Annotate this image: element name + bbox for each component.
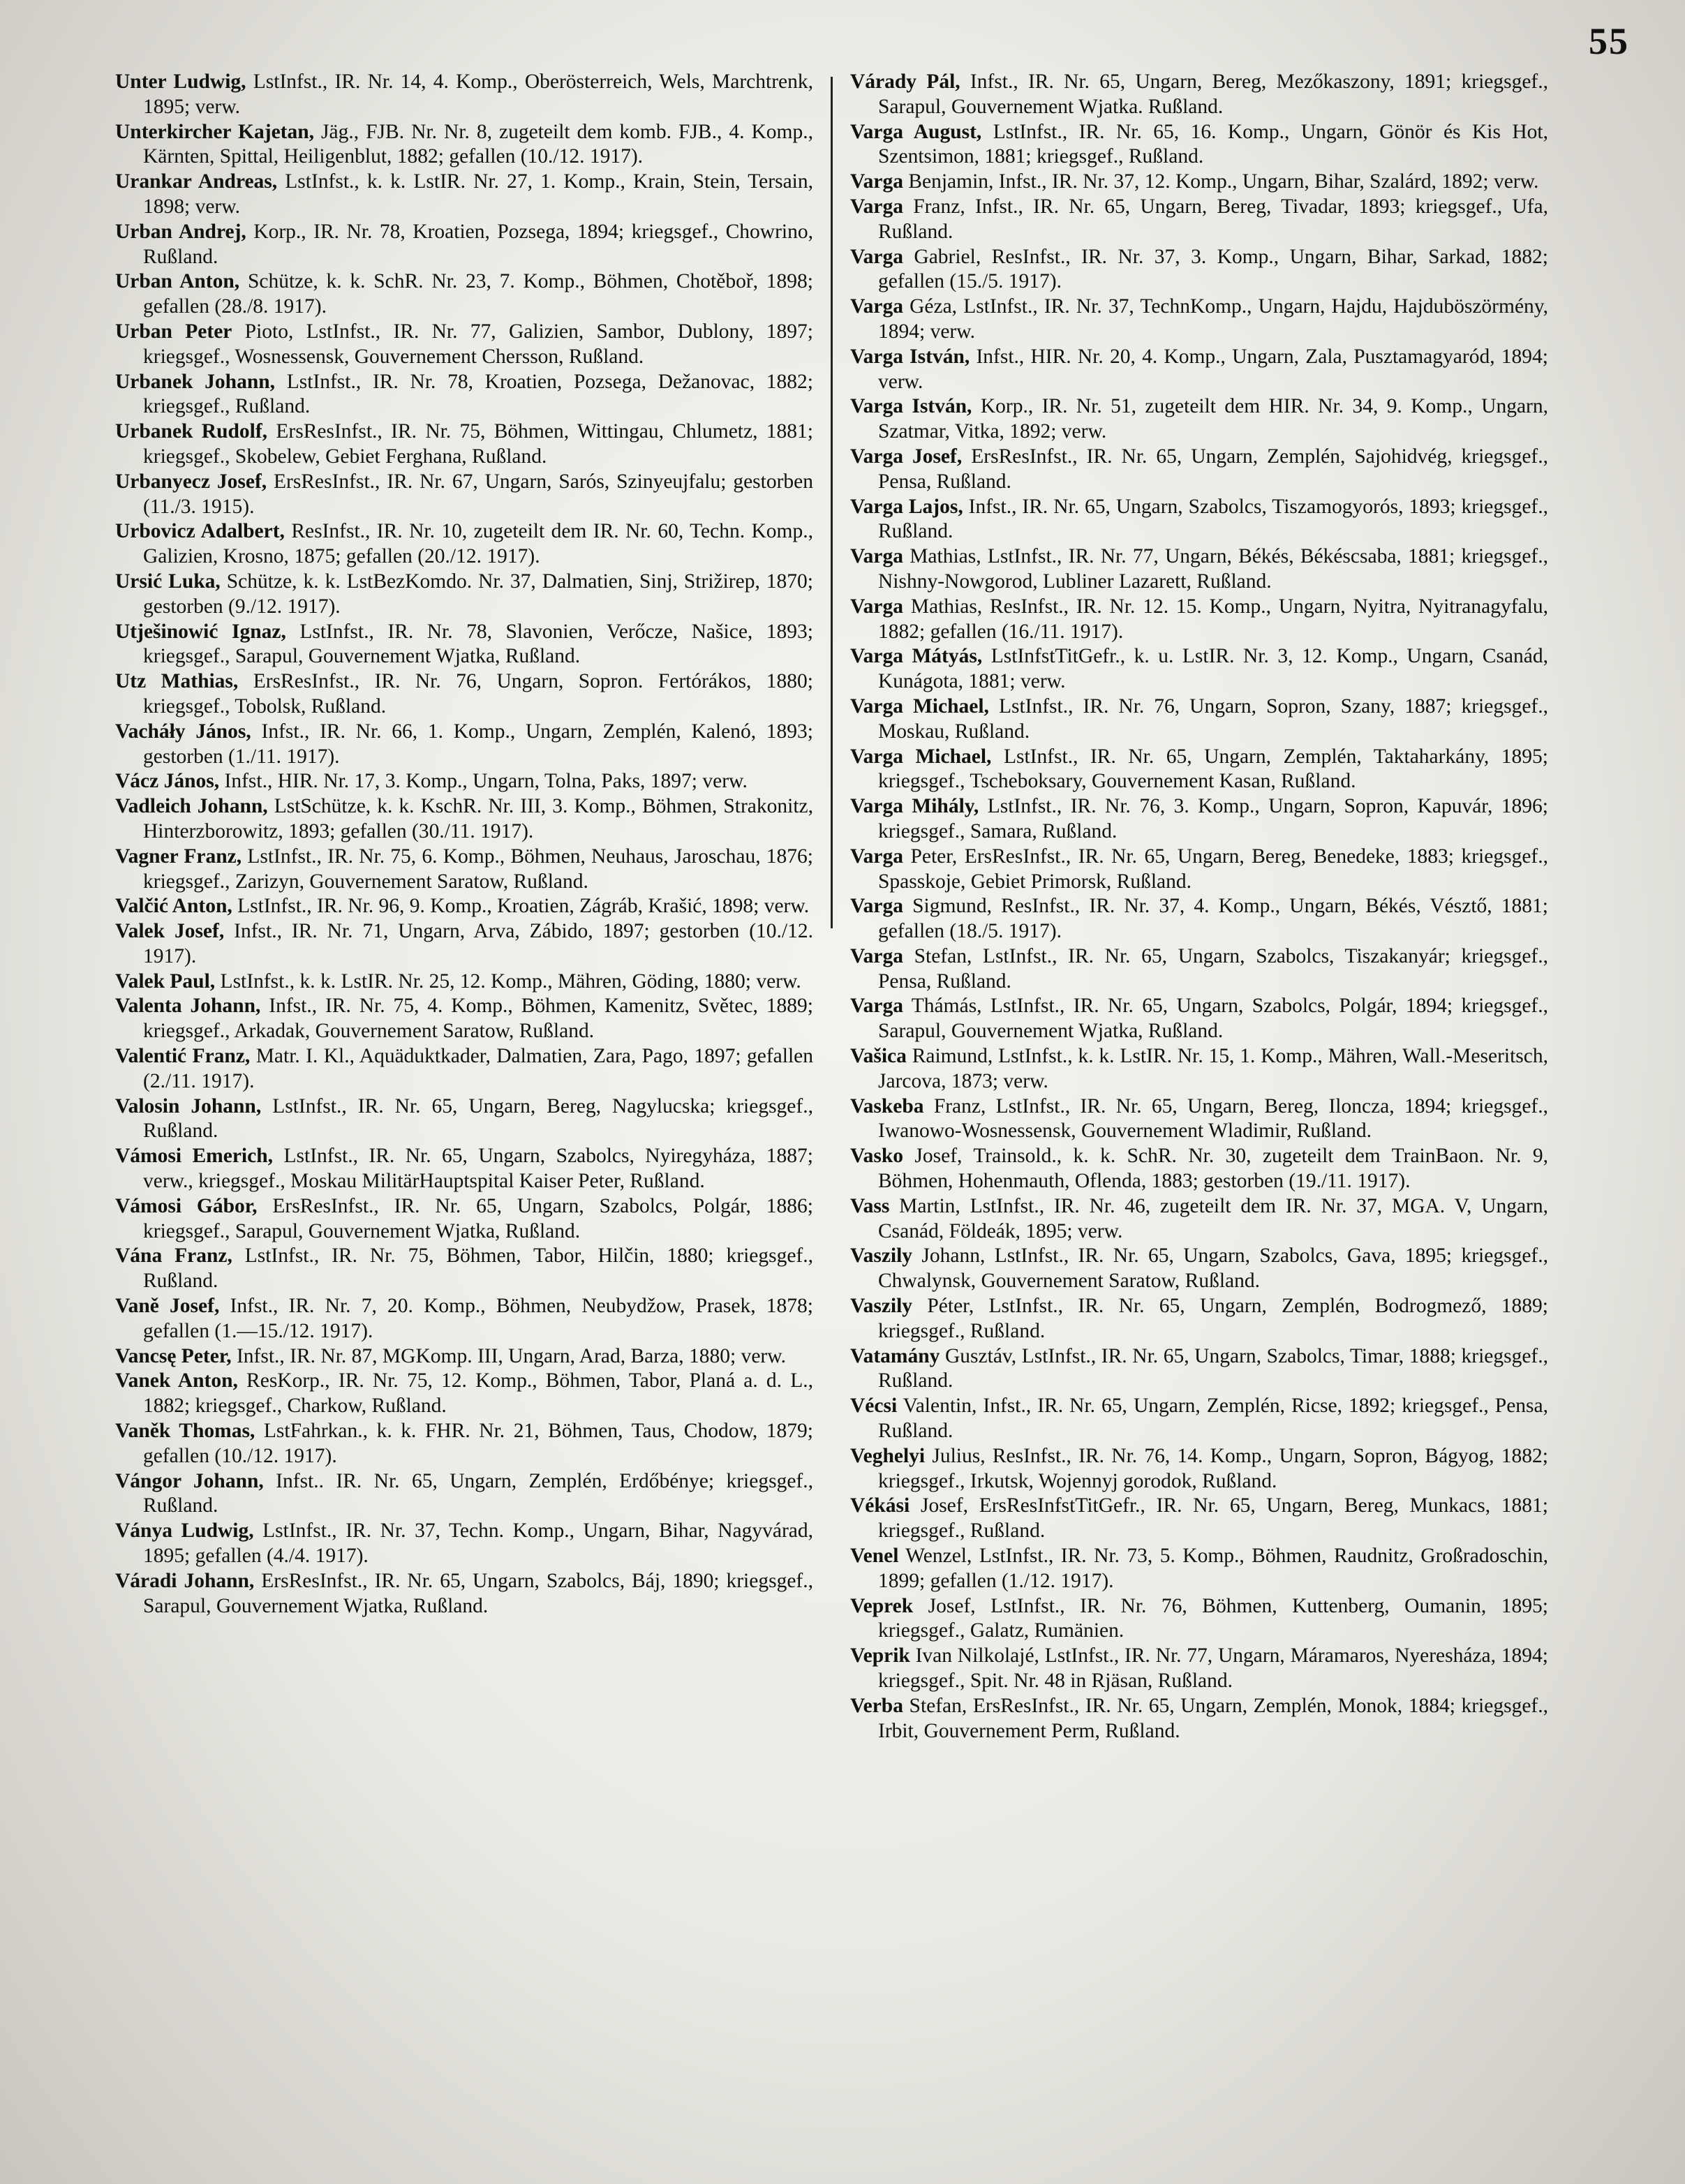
entry-name: Varga xyxy=(850,195,903,218)
register-entry xyxy=(850,70,1548,120)
entry-name: Vacháły János, xyxy=(115,720,251,743)
entry-details: Infst., IR. Nr. 65, Ungarn, Szabolcs, Tiszamogyorós, 1893; kriegsgef., Rußland. xyxy=(878,495,1549,543)
entry-details: ErsResInfst., IR. Nr. 65, Ungarn, Szabolcs, Polgár, 1886; kriegsgef., Sarapul, Gouvernement Wjatka, Rußland. xyxy=(143,1194,813,1242)
entry-name: Vámosi Emerich, xyxy=(115,1145,273,1168)
entry-details: Pioto, LstInfst., IR. Nr. 77, Galizien, Sambor, Dublony, 1897; kriegsgef., Wosnessensk, Gouvernement Chersson, Rußland. xyxy=(143,320,813,368)
register-entry xyxy=(115,120,813,170)
entry-name: Varga xyxy=(850,170,903,193)
entry-details: LstInfst., IR. Nr. 76, 3. Komp., Ungarn, Sopron, Kapuvár, 1896; kriegsgef., Samara, Rußland. xyxy=(878,795,1548,842)
register-entry xyxy=(850,1644,1548,1694)
entry-details: ErsResInfst., IR. Nr. 65, Ungarn, Zemplén, Sajohidvég, kriegsgef., Pensa, Rußland. xyxy=(878,445,1549,493)
entry-details: ErsResInfst., IR. Nr. 76, Ungarn, Sopron. Fertórákos, 1880; kriegsgef., Tobolsk, Rußland. xyxy=(143,670,813,718)
register-entry xyxy=(115,794,813,845)
register-entry xyxy=(850,894,1548,944)
entry-details: LstInfst., IR. Nr. 65, Ungarn, Szabolcs, Nyiregyháza, 1887; verw., kriegsgef., Moskau MilitärHauptspital Kaiser Peter, Rußland. xyxy=(143,1145,813,1193)
entry-name: Venel xyxy=(850,1545,899,1568)
entry-name: Vadleich Johann, xyxy=(115,795,268,818)
entry-details: Infst., IR. Nr. 66, 1. Komp., Ungarn, Zemplén, Kalenó, 1893; gestorben (1./11. 1917). xyxy=(143,720,813,768)
register-entry xyxy=(850,445,1548,495)
register-entry xyxy=(115,1194,813,1245)
entry-details: LstInfst., IR. Nr. 76, Ungarn, Sopron, Szany, 1887; kriegsgef., Moskau, Rußland. xyxy=(878,694,1548,743)
entry-name: Vasko xyxy=(850,1145,903,1168)
entry-details: Gabriel, ResInfst., IR. Nr. 37, 3. Komp., Ungarn, Bihar, Sarkad, 1882; gefallen (15./5. 1917). xyxy=(878,245,1548,293)
entry-details: Raimund, LstInfst., k. k. LstIR. Nr. 15, 1. Komp., Mähren, Wall.-Meseritsch, Jarcova, 1873; verw. xyxy=(878,1045,1548,1092)
entry-name: Varga Michael, xyxy=(850,745,992,768)
entry-details: Julius, ResInfst., IR. Nr. 76, 14. Komp., Ungarn, Sopron, Bágyog, 1882; kriegsgef., Irkutsk, Wojennyj gorodok, Rußland. xyxy=(878,1444,1548,1492)
register-entry xyxy=(850,544,1548,595)
entry-details: Stefan, LstInfst., IR. Nr. 65, Ungarn, Szabolcs, Tiszakanyár; kriegsgef., Pensa, Rußland. xyxy=(878,944,1548,993)
register-entry xyxy=(115,620,813,670)
entry-name: Vanek Anton, xyxy=(115,1369,238,1392)
entry-details: ErsResInfst., IR. Nr. 75, Böhmen, Wittingau, Chlumetz, 1881; kriegsgef., Skobelew, Gebiet Ferghana, Rußland. xyxy=(143,420,813,468)
entry-name: Vaně Josef, xyxy=(115,1295,220,1318)
entry-name: Varga Josef, xyxy=(850,445,963,468)
register-entry xyxy=(850,794,1548,845)
entry-details: Martin, LstInfst., IR. Nr. 46, zugeteilt dem IR. Nr. 37, MGA. V, Ungarn, Csanád, Földeák, 1895; verw. xyxy=(878,1194,1548,1242)
register-entry xyxy=(115,519,813,570)
entry-name: Valčić Anton, xyxy=(115,895,232,918)
entry-name: Varga István, xyxy=(850,395,972,418)
register-entry xyxy=(850,1244,1548,1294)
register-entry xyxy=(115,669,813,720)
entry-name: Urban Andrej, xyxy=(115,220,246,243)
entry-details: Infst., IR. Nr. 87, MGKomp. III, Ungarn, Arad, Barza, 1880; verw. xyxy=(231,1344,787,1367)
entry-name: Ványa Ludwig, xyxy=(115,1520,254,1543)
entry-name: Vaszily xyxy=(850,1295,913,1318)
entry-details: Infst., HIR. Nr. 17, 3. Komp., Ungarn, Tolna, Paks, 1897; verw. xyxy=(219,770,748,793)
entry-details: Wenzel, LstInfst., IR. Nr. 73, 5. Komp., Böhmen, Raudnitz, Großradoschin, 1899; gefallen (1./12. 1917). xyxy=(878,1545,1548,1592)
entry-name: Varga Mihály, xyxy=(850,795,979,818)
entry-details: LstInfst., IR. Nr. 75, 6. Komp., Böhmen, Neuhaus, Jaroschau, 1876; kriegsgef., Zarizyn, Gouvernement Saratow, Rußland. xyxy=(143,845,813,893)
entry-name: Valek Josef, xyxy=(115,920,225,943)
register-entry xyxy=(850,944,1548,995)
entry-name: Ursić Luka, xyxy=(115,570,221,593)
register-entry xyxy=(115,1294,813,1344)
register-entry xyxy=(115,220,813,270)
entry-details: Franz, LstInfst., IR. Nr. 65, Ungarn, Bereg, Iloncza, 1894; kriegsgef., Iwanowo-Wosnessensk, Gouvernement Wladimir, Rußland. xyxy=(878,1094,1548,1143)
entry-name: Valenta Johann, xyxy=(115,995,261,1018)
entry-name: Varga István, xyxy=(850,345,970,368)
entry-name: Varga xyxy=(850,595,903,618)
register-entry xyxy=(115,720,813,770)
entry-details: Sigmund, ResInfst., IR. Nr. 37, 4. Komp., Ungarn, Békés, Vésztő, 1881; gefallen (18./5. 1917). xyxy=(878,895,1548,943)
register-entry xyxy=(115,419,813,470)
entry-details: LstInfst., IR. Nr. 65, 16. Komp., Ungarn, Gönör és Kis Hot, Szentsimon, 1881; kriegsgef., Rußland. xyxy=(878,120,1548,168)
register-entry xyxy=(115,1569,813,1619)
entry-name: Varga xyxy=(850,944,903,967)
register-entry xyxy=(115,970,813,995)
entry-details: Jäg., FJB. Nr. Nr. 8, zugeteilt dem komb. FJB., 4. Komp., Kärnten, Spittal, Heiligenblut, 1882; gefallen (10./12. 1917). xyxy=(143,120,813,168)
register-entry xyxy=(850,1494,1548,1544)
entry-details: Ivan Nilkolajé, LstInfst., IR. Nr. 77, Ungarn, Máramaros, Nyeresháza, 1894; kriegsgef., Spit. Nr. 48 in Rjäsan, Rußland. xyxy=(878,1644,1548,1692)
register-entry xyxy=(850,644,1548,694)
entry-name: Varga Michael, xyxy=(850,694,989,718)
register-entry xyxy=(850,295,1548,345)
entry-name: Vass xyxy=(850,1194,890,1217)
register-entry xyxy=(115,470,813,520)
entry-name: Varga xyxy=(850,895,903,918)
left-column xyxy=(115,70,813,1619)
entry-details: LstInfst., IR. Nr. 37, Techn. Komp., Ungarn, Bihar, Nagyvárad, 1895; gefallen (4./4. 1917). xyxy=(143,1520,814,1568)
entry-details: Thámás, LstInfst., IR. Nr. 65, Ungarn, Szabolcs, Polgár, 1894; kriegsgef., Sarapul, Gouvernement Wjatka, Rußland. xyxy=(878,995,1548,1043)
register-entry xyxy=(850,595,1548,645)
entry-name: Utz Mathias, xyxy=(115,670,239,693)
register-entry xyxy=(850,1594,1548,1644)
entry-name: Varga xyxy=(850,995,903,1018)
entry-name: Varga xyxy=(850,845,903,868)
entry-details: Stefan, ErsResInfst., IR. Nr. 65, Ungarn, Zemplén, Monok, 1884; kriegsgef., Irbit, Gouvernement Perm, Rußland. xyxy=(878,1694,1548,1742)
entry-details: Matr. I. Kl., Aquäduktkader, Dalmatien, Zara, Pago, 1897; gefallen (2./11. 1917). xyxy=(143,1045,813,1092)
register-entry xyxy=(115,1094,813,1145)
entry-details: Géza, LstInfst., IR. Nr. 37, TechnKomp., Ungarn, Hajdu, Hajduböszörmény, 1894; verw. xyxy=(878,295,1548,343)
entry-details: LstFahrkan., k. k. FHR. Nr. 21, Böhmen, Taus, Chodow, 1879; gefallen (10./12. 1917). xyxy=(143,1420,813,1467)
register-entry xyxy=(850,845,1548,895)
register-entry xyxy=(850,1144,1548,1194)
entry-name: Urbanek Johann, xyxy=(115,370,276,393)
entry-details: Peter, ErsResInfst., IR. Nr. 65, Ungarn, Bereg, Benedeke, 1883; kriegsgef., Spasskoje, Gebiet Primorsk, Rußland. xyxy=(878,845,1548,893)
column-divider xyxy=(831,77,833,928)
entry-name: Valentić Franz, xyxy=(115,1045,251,1068)
register-entry xyxy=(850,195,1548,245)
entry-name: Vaskeba xyxy=(850,1094,924,1117)
register-entry xyxy=(115,320,813,370)
entry-details: Infst., IR. Nr. 75, 4. Komp., Böhmen, Kamenitz, Světec, 1889; kriegsgef., Arkadak, Gouvernement Saratow, Rußland. xyxy=(143,995,813,1043)
entry-name: Urban Peter xyxy=(115,320,232,343)
entry-details: LstInfst., k. k. LstIR. Nr. 25, 12. Komp., Mähren, Göding, 1880; verw. xyxy=(215,970,801,993)
entry-details: Gusztáv, LstInfst., IR. Nr. 65, Ungarn, Szabolcs, Timar, 1888; kriegsgef., Rußland. xyxy=(878,1344,1548,1392)
entry-name: Vatamány xyxy=(850,1344,940,1367)
entry-details: LstSchütze, k. k. KschR. Nr. III, 3. Komp., Böhmen, Strakonitz, Hinterzborowitz, 1893; gefallen (30./11. 1917). xyxy=(143,795,813,842)
entry-details: LstInfst., IR. Nr. 65, Ungarn, Bereg, Nagylucska; kriegsgef., Rußland. xyxy=(143,1094,813,1143)
entry-details: LstInfst., IR. Nr. 78, Slavonien, Verőcze, Našice, 1893; kriegsgef., Sarapul, Gouvernement Wjatka, Rußland. xyxy=(143,620,813,668)
register-entry xyxy=(115,1344,813,1369)
register-entry xyxy=(115,845,813,895)
register-entry xyxy=(115,570,813,620)
entry-name: Varga Lajos, xyxy=(850,495,963,518)
entry-details: Péter, LstInfst., IR. Nr. 65, Ungarn, Zemplén, Bodrogmező, 1889; kriegsgef., Rußland. xyxy=(878,1295,1548,1342)
entry-details: Schütze, k. k. SchR. Nr. 23, 7. Komp., Böhmen, Chotěboř, 1898; gefallen (28./8. 1917). xyxy=(143,270,813,318)
entry-name: Vána Franz, xyxy=(115,1245,232,1268)
register-entry xyxy=(115,894,813,919)
entry-details: LstInfst., IR. Nr. 14, 4. Komp., Oberösterreich, Wels, Marchtrenk, 1895; verw. xyxy=(143,70,813,118)
entry-name: Vékási xyxy=(850,1494,910,1517)
entry-details: Korp., IR. Nr. 51, zugeteilt dem HIR. Nr. 34, 9. Komp., Ungarn, Szatmar, Vitka, 1892; verw. xyxy=(878,395,1548,443)
entry-name: Urbovicz Adalbert, xyxy=(115,520,285,543)
entry-name: Verba xyxy=(850,1694,903,1717)
entry-name: Vácz János, xyxy=(115,770,220,793)
register-entry xyxy=(115,994,813,1044)
entry-details: Valentin, Infst., IR. Nr. 65, Ungarn, Zemplén, Ricse, 1892; kriegsgef., Pensa, Rußland. xyxy=(878,1395,1548,1443)
register-entry xyxy=(115,1519,813,1569)
register-entry xyxy=(115,1144,813,1194)
register-entry xyxy=(850,745,1548,795)
entry-name: Veghelyi xyxy=(850,1444,926,1467)
entry-name: Vagner Franz, xyxy=(115,845,242,868)
register-entry xyxy=(850,120,1548,170)
register-entry xyxy=(850,994,1548,1044)
entry-details: LstInfst., k. k. LstIR. Nr. 27, 1. Komp., Krain, Stein, Tersain, 1898; verw. xyxy=(143,170,813,218)
register-entry xyxy=(115,919,813,970)
register-entry xyxy=(115,1244,813,1294)
register-entry xyxy=(115,170,813,220)
register-entry xyxy=(850,345,1548,395)
entry-name: Vámosi Gábor, xyxy=(115,1194,258,1217)
entry-name: Várady Pál, xyxy=(850,70,960,93)
page-number: 55 xyxy=(1589,20,1629,62)
entry-name: Vancsę Peter, xyxy=(115,1344,232,1367)
entry-details: Korp., IR. Nr. 78, Kroatien, Pozsega, 1894; kriegsgef., Chowrino, Rußland. xyxy=(143,220,813,268)
register-entry xyxy=(850,1044,1548,1094)
register-entry xyxy=(850,495,1548,545)
register-entry xyxy=(850,1394,1548,1444)
entry-details: Infst., IR. Nr. 7, 20. Komp., Böhmen, Neubydžow, Prasek, 1878; gefallen (1.—15./12. 1917). xyxy=(143,1295,813,1342)
entry-details: ResInfst., IR. Nr. 10, zugeteilt dem IR. Nr. 60, Techn. Komp., Galizien, Krosno, 1875; gefallen (20./12. 1917). xyxy=(143,520,814,568)
register-entry xyxy=(850,1194,1548,1245)
entry-name: Vaszily xyxy=(850,1245,913,1268)
entry-name: Vécsi xyxy=(850,1395,898,1418)
entry-name: Urban Anton, xyxy=(115,270,240,293)
entry-name: Váradi Johann, xyxy=(115,1569,255,1592)
entry-details: LstInfst., IR. Nr. 78, Kroatien, Pozsega, Dežanovac, 1882; kriegsgef., Rußland. xyxy=(143,370,813,418)
register-entry xyxy=(115,1419,813,1469)
register-entry xyxy=(850,1544,1548,1594)
entry-details: Benjamin, Infst., IR. Nr. 37, 12. Komp., Ungarn, Bihar, Szalárd, 1892; verw. xyxy=(903,170,1539,193)
register-entry xyxy=(850,694,1548,745)
entry-name: Unter Ludwig, xyxy=(115,70,246,93)
entry-details: ErsResInfst., IR. Nr. 65, Ungarn, Szabolcs, Báj, 1890; kriegsgef., Sarapul, Gouvernement Wjatka, Rußland. xyxy=(143,1569,813,1617)
entry-details: Franz, Infst., IR. Nr. 65, Ungarn, Bereg, Tivadar, 1893; kriegsgef., Ufa, Rußland. xyxy=(878,195,1548,243)
entry-details: LstInfst., IR. Nr. 75, Böhmen, Tabor, Hilčin, 1880; kriegsgef., Rußland. xyxy=(143,1245,814,1293)
register-entry xyxy=(115,769,813,794)
register-entry xyxy=(850,1444,1548,1494)
entry-name: Valosin Johann, xyxy=(115,1094,262,1117)
entry-name: Valek Paul, xyxy=(115,970,216,993)
entry-name: Varga xyxy=(850,245,903,268)
entry-name: Vaněk Thomas, xyxy=(115,1420,255,1443)
entry-name: Utješinowić Ignaz, xyxy=(115,620,286,643)
register-entry xyxy=(115,1044,813,1094)
entry-name: Unterkircher Kajetan, xyxy=(115,120,315,143)
entry-name: Veprek xyxy=(850,1594,914,1617)
entry-name: Varga August, xyxy=(850,120,982,143)
entry-details: LstInfstTitGefr., k. u. LstIR. Nr. 3, 12. Komp., Ungarn, Csanád, Kunágota, 1881; verw. xyxy=(878,645,1548,693)
register-entry xyxy=(115,1369,813,1419)
right-column xyxy=(850,70,1548,1744)
entry-name: Varga Mátyás, xyxy=(850,645,983,668)
entry-details: Johann, LstInfst., IR. Nr. 65, Ungarn, Szabolcs, Gava, 1895; kriegsgef., Chwalynsk, Gouvernement Saratow, Rußland. xyxy=(878,1245,1548,1293)
register-entry xyxy=(850,245,1548,295)
register-entry xyxy=(850,394,1548,445)
register-entry xyxy=(115,70,813,120)
entry-details: Infst.. IR. Nr. 65, Ungarn, Zemplén, Erdőbénye; kriegsgef., Rußland. xyxy=(143,1469,813,1517)
entry-details: Josef, LstInfst., IR. Nr. 76, Böhmen, Kuttenberg, Oumanin, 1895; kriegsgef., Galatz, Rumänien. xyxy=(878,1594,1548,1642)
entry-details: Schütze, k. k. LstBezKomdo. Nr. 37, Dalmatien, Sinj, Strižirep, 1870; gestorben (9./12. 1917). xyxy=(143,570,813,618)
entry-details: LstInfst., IR. Nr. 96, 9. Komp., Kroatien, Zágráb, Krašić, 1898; verw. xyxy=(232,895,810,918)
entry-name: Varga xyxy=(850,295,903,318)
entry-name: Urankar Andreas, xyxy=(115,170,278,193)
entry-details: Infst., IR. Nr. 71, Ungarn, Arva, Zábido, 1897; gestorben (10./12. 1917). xyxy=(143,920,813,967)
entry-name: Urbanyecz Josef, xyxy=(115,470,267,493)
entry-details: Josef, Trainsold., k. k. SchR. Nr. 30, zugeteilt dem TrainBaon. Nr. 9, Böhmen, Hohenmauth, Oflenda, 1883; gestorben (19./11. 1917). xyxy=(878,1145,1548,1193)
register-entry xyxy=(115,269,813,320)
entry-details: ResKorp., IR. Nr. 75, 12. Komp., Böhmen, Tabor, Planá a. d. L., 1882; kriegsgef., Charkow, Rußland. xyxy=(143,1369,813,1418)
entry-details: LstInfst., IR. Nr. 65, Ungarn, Zemplén, Taktaharkány, 1895; kriegsgef., Tscheboksary, Gouvernement Kasan, Rußland. xyxy=(878,745,1548,793)
entry-details: Josef, ErsResInfstTitGefr., IR. Nr. 65, Ungarn, Bereg, Munkacs, 1881; kriegsgef., Rußland. xyxy=(878,1494,1548,1543)
register-entry xyxy=(850,1344,1548,1395)
entry-details: Mathias, ResInfst., IR. Nr. 12. 15. Komp., Ungarn, Nyitra, Nyitranagyfalu, 1882; gefallen (16./11. 1917). xyxy=(878,595,1548,643)
entry-name: Veprik xyxy=(850,1644,910,1667)
entry-name: Urbanek Rudolf, xyxy=(115,420,268,443)
register-entry xyxy=(115,370,813,420)
register-entry xyxy=(850,1094,1548,1145)
entry-name: Vašica xyxy=(850,1045,907,1068)
register-entry xyxy=(850,170,1548,195)
register-entry xyxy=(850,1694,1548,1744)
register-entry xyxy=(850,1294,1548,1344)
entry-name: Vángor Johann, xyxy=(115,1469,264,1492)
entry-details: Infst., IR. Nr. 65, Ungarn, Bereg, Mezőkaszony, 1891; kriegsgef., Sarapul, Gouvernement Wjatka. Rußland. xyxy=(878,70,1548,118)
entry-details: Mathias, LstInfst., IR. Nr. 77, Ungarn, Békés, Békéscsaba, 1881; kriegsgef., Nishny-Nowgorod, Lubliner Lazarett, Rußland. xyxy=(878,545,1548,593)
entry-details: ErsResInfst., IR. Nr. 67, Ungarn, Sarós, Szinyeujfalu; gestorben (11./3. 1915). xyxy=(143,470,814,518)
entry-details: Infst., HIR. Nr. 20, 4. Komp., Ungarn, Zala, Pusztamagyaród, 1894; verw. xyxy=(878,345,1548,393)
entry-name: Varga xyxy=(850,545,903,568)
register-entry xyxy=(115,1469,813,1520)
